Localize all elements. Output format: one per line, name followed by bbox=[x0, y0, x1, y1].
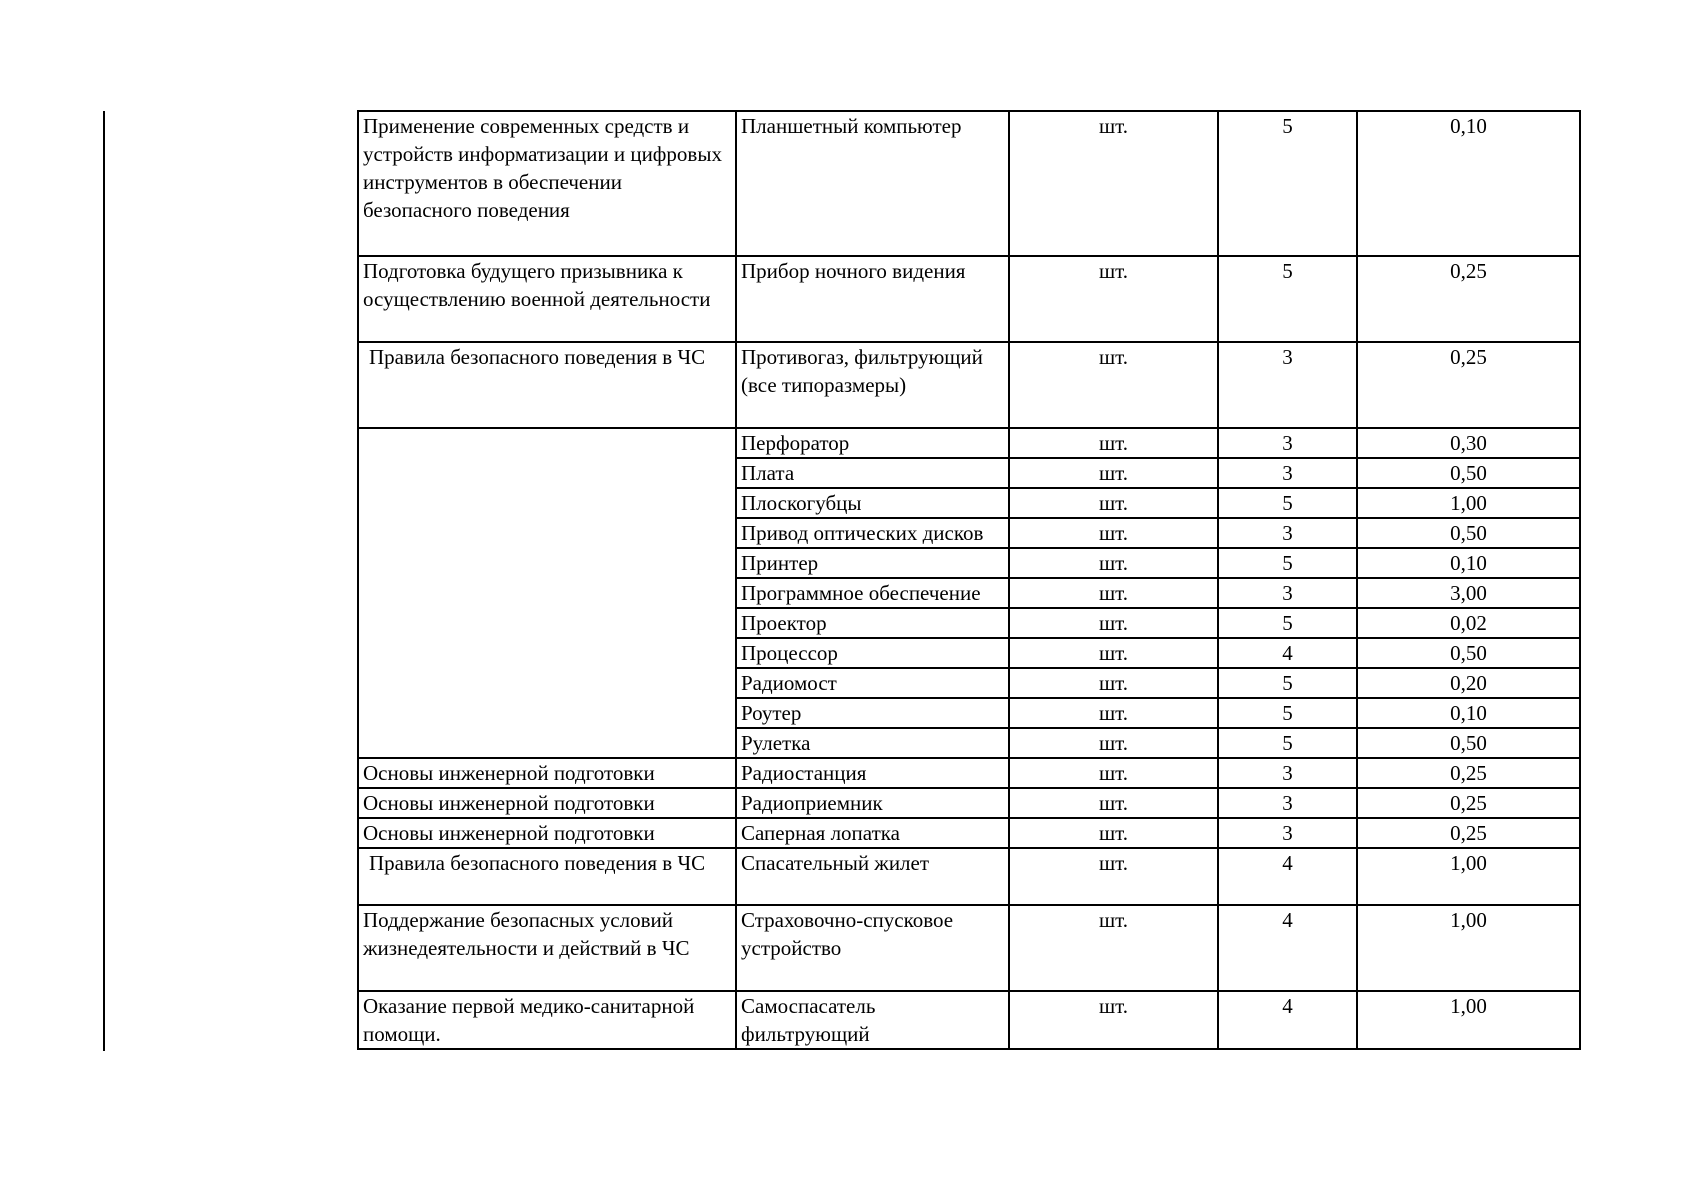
unit-cell: шт. bbox=[1009, 788, 1218, 818]
topic-cell: Применение современных средств и устройств информатизации и цифровых инструментов в обеспечении безопасного поведения bbox=[358, 111, 736, 256]
qty-cell: 5 bbox=[1218, 256, 1357, 342]
unit-cell: шт. bbox=[1009, 256, 1218, 342]
coef-cell: 0,02 bbox=[1357, 608, 1580, 638]
item-cell: Самоспасатель фильтрующий bbox=[736, 991, 1009, 1049]
item-cell: Перфоратор bbox=[736, 428, 1009, 458]
table-row bbox=[358, 758, 1580, 788]
item-cell: Страховочно-спусковое устройство bbox=[736, 905, 1009, 991]
table-row bbox=[358, 818, 1580, 848]
item-cell: Плоскогубцы bbox=[736, 488, 1009, 518]
table-row bbox=[358, 991, 1580, 1049]
coef-cell: 0,25 bbox=[1357, 788, 1580, 818]
qty-cell: 3 bbox=[1218, 428, 1357, 458]
unit-cell: шт. bbox=[1009, 458, 1218, 488]
topic-cell: Правила безопасного поведения в ЧС bbox=[358, 848, 736, 905]
item-cell: Роутер bbox=[736, 698, 1009, 728]
qty-cell: 4 bbox=[1218, 848, 1357, 905]
qty-cell: 3 bbox=[1218, 342, 1357, 428]
coef-cell: 0,50 bbox=[1357, 458, 1580, 488]
coef-cell: 0,10 bbox=[1357, 548, 1580, 578]
coef-cell: 0,20 bbox=[1357, 668, 1580, 698]
coef-cell: 0,10 bbox=[1357, 698, 1580, 728]
item-cell: Радиомост bbox=[736, 668, 1009, 698]
unit-cell: шт. bbox=[1009, 758, 1218, 788]
topic-cell: Подготовка будущего призывника к осуществлению военной деятельности bbox=[358, 256, 736, 342]
topic-cell: Основы инженерной подготовки bbox=[358, 788, 736, 818]
item-cell: Радиоприемник bbox=[736, 788, 1009, 818]
qty-cell: 4 bbox=[1218, 638, 1357, 668]
item-cell: Радиостанция bbox=[736, 758, 1009, 788]
item-cell: Привод оптических дисков bbox=[736, 518, 1009, 548]
unit-cell: шт. bbox=[1009, 905, 1218, 991]
coef-cell: 1,00 bbox=[1357, 488, 1580, 518]
coef-cell: 0,25 bbox=[1357, 758, 1580, 788]
coef-cell: 3,00 bbox=[1357, 578, 1580, 608]
coef-cell: 0,25 bbox=[1357, 256, 1580, 342]
item-cell: Принтер bbox=[736, 548, 1009, 578]
qty-cell: 4 bbox=[1218, 905, 1357, 991]
equipment-table bbox=[357, 110, 1581, 1050]
coef-cell: 0,30 bbox=[1357, 428, 1580, 458]
coef-cell: 1,00 bbox=[1357, 991, 1580, 1049]
qty-cell: 3 bbox=[1218, 518, 1357, 548]
item-cell: Программное обеспечение bbox=[736, 578, 1009, 608]
table-row bbox=[358, 788, 1580, 818]
qty-cell: 3 bbox=[1218, 578, 1357, 608]
table-row bbox=[358, 256, 1580, 342]
item-cell: Прибор ночного видения bbox=[736, 256, 1009, 342]
coef-cell: 0,50 bbox=[1357, 638, 1580, 668]
coef-cell: 0,50 bbox=[1357, 728, 1580, 758]
item-cell: Проектор bbox=[736, 608, 1009, 638]
unit-cell: шт. bbox=[1009, 488, 1218, 518]
coef-cell: 1,00 bbox=[1357, 905, 1580, 991]
item-cell: Противогаз, фильтрующий (все типоразмеры) bbox=[736, 342, 1009, 428]
qty-cell: 5 bbox=[1218, 698, 1357, 728]
table-row bbox=[358, 905, 1580, 991]
item-cell: Процессор bbox=[736, 638, 1009, 668]
coef-cell: 1,00 bbox=[1357, 848, 1580, 905]
topic-cell: Основы инженерной подготовки bbox=[358, 758, 736, 788]
qty-cell: 3 bbox=[1218, 758, 1357, 788]
topic-cell: Поддержание безопасных условий жизнедеятельности и действий в ЧС bbox=[358, 905, 736, 991]
qty-cell: 5 bbox=[1218, 668, 1357, 698]
unit-cell: шт. bbox=[1009, 342, 1218, 428]
qty-cell: 5 bbox=[1218, 548, 1357, 578]
unit-cell: шт. bbox=[1009, 991, 1218, 1049]
page-margin-line bbox=[103, 111, 105, 1051]
table-row bbox=[358, 428, 1580, 458]
item-cell: Спасательный жилет bbox=[736, 848, 1009, 905]
unit-cell: шт. bbox=[1009, 578, 1218, 608]
unit-cell: шт. bbox=[1009, 428, 1218, 458]
qty-cell: 5 bbox=[1218, 488, 1357, 518]
coef-cell: 0,10 bbox=[1357, 111, 1580, 256]
unit-cell: шт. bbox=[1009, 548, 1218, 578]
unit-cell: шт. bbox=[1009, 848, 1218, 905]
coef-cell: 0,25 bbox=[1357, 818, 1580, 848]
unit-cell: шт. bbox=[1009, 518, 1218, 548]
unit-cell: шт. bbox=[1009, 638, 1218, 668]
qty-cell: 3 bbox=[1218, 788, 1357, 818]
qty-cell: 5 bbox=[1218, 608, 1357, 638]
table-row bbox=[358, 111, 1580, 256]
item-cell: Планшетный компьютер bbox=[736, 111, 1009, 256]
qty-cell: 5 bbox=[1218, 111, 1357, 256]
unit-cell: шт. bbox=[1009, 818, 1218, 848]
topic-cell: Оказание первой медико-санитарной помощи. bbox=[358, 991, 736, 1049]
unit-cell: шт. bbox=[1009, 111, 1218, 256]
coef-cell: 0,25 bbox=[1357, 342, 1580, 428]
table-row bbox=[358, 848, 1580, 905]
topic-cell: Правила безопасного поведения в ЧС bbox=[358, 342, 736, 428]
qty-cell: 3 bbox=[1218, 458, 1357, 488]
item-cell: Рулетка bbox=[736, 728, 1009, 758]
unit-cell: шт. bbox=[1009, 728, 1218, 758]
unit-cell: шт. bbox=[1009, 668, 1218, 698]
unit-cell: шт. bbox=[1009, 698, 1218, 728]
table-row bbox=[358, 342, 1580, 428]
qty-cell: 5 bbox=[1218, 728, 1357, 758]
topic-cell bbox=[358, 428, 736, 758]
coef-cell: 0,50 bbox=[1357, 518, 1580, 548]
item-cell: Плата bbox=[736, 458, 1009, 488]
item-cell: Саперная лопатка bbox=[736, 818, 1009, 848]
qty-cell: 3 bbox=[1218, 818, 1357, 848]
topic-cell: Основы инженерной подготовки bbox=[358, 818, 736, 848]
qty-cell: 4 bbox=[1218, 991, 1357, 1049]
unit-cell: шт. bbox=[1009, 608, 1218, 638]
